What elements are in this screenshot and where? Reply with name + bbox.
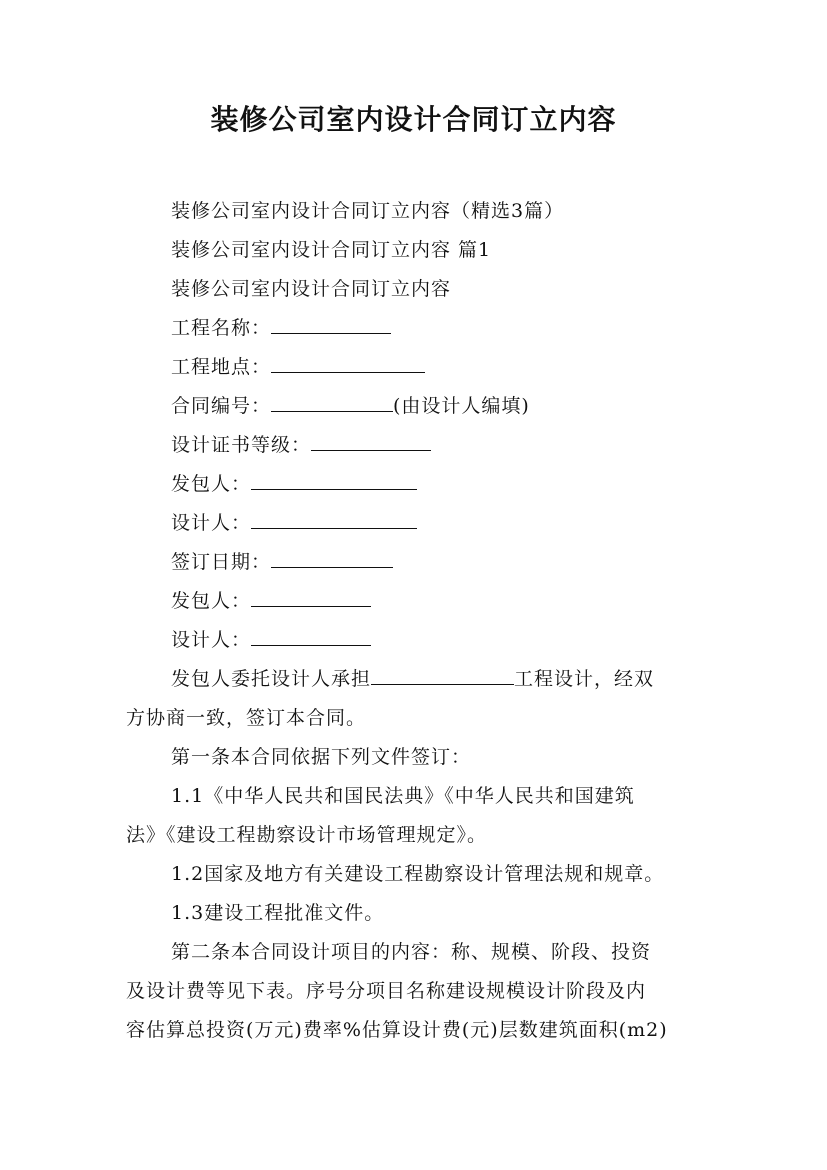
design-cert-level-label: 设计证书等级： — [171, 434, 312, 456]
contract-name: 装修公司室内设计合同订立内容 — [171, 278, 452, 300]
article-2-line-1: 第二条本合同设计项目的内容：称、规模、阶段、投资 — [171, 941, 652, 963]
client-label: 发包人： — [171, 473, 252, 495]
article-2-line-3: 容估算总投资(万元)费率%估算设计费(元)层数建筑面积(m2) — [126, 1019, 668, 1041]
client-sign-blank — [251, 588, 371, 607]
project-name-label: 工程名称： — [171, 317, 272, 339]
clause-1-2: 1.2国家及地方有关建设工程勘察设计管理法规和规章。 — [171, 863, 665, 885]
project-name-row — [171, 315, 731, 341]
project-location-row — [171, 354, 731, 380]
intro-line-1 — [171, 666, 731, 692]
contract-number-blank — [271, 393, 393, 412]
contract-number-label: 合同编号： — [171, 395, 272, 417]
document-title: 装修公司室内设计合同订立内容 — [210, 103, 617, 136]
client-sign-label: 发包人： — [171, 590, 252, 612]
client-sign-row — [171, 588, 731, 614]
client-row — [171, 471, 731, 497]
design-cert-row — [171, 432, 731, 458]
designer-sign-label: 设计人： — [171, 629, 252, 651]
client-blank — [251, 471, 417, 490]
intro-line-2: 方协商一致，签订本合同。 — [126, 707, 367, 729]
designer-blank — [251, 510, 417, 529]
clause-1-3: 1.3建设工程批准文件。 — [171, 902, 385, 924]
designer-sign-row — [171, 627, 731, 653]
signing-date-label: 签订日期： — [171, 551, 272, 573]
signing-date-blank — [271, 549, 393, 568]
article-1-heading: 第一条本合同依据下列文件签订： — [171, 746, 472, 768]
article-2-line-2: 及设计费等见下表。序号分项目名称建设规模设计阶段及内 — [126, 980, 647, 1002]
design-cert-level-blank — [311, 432, 431, 451]
project-name-blank — [271, 315, 391, 334]
clause-1-1-line-1: 1.1《中华人民共和国民法典》《中华人民共和国建筑 — [171, 785, 635, 807]
signing-date-row — [171, 549, 731, 575]
intro-project-blank — [371, 666, 514, 685]
project-location-blank — [271, 354, 425, 373]
designer-row — [171, 510, 731, 536]
intro-part-2: 工程设计，经双 — [514, 668, 655, 690]
contract-number-row — [171, 393, 731, 419]
designer-label: 设计人： — [171, 512, 252, 534]
document-subtitle: 装修公司室内设计合同订立内容（精选3篇） — [171, 200, 565, 222]
part-heading: 装修公司室内设计合同订立内容 篇1 — [171, 239, 492, 261]
intro-part-1: 发包人委托设计人承担 — [171, 668, 372, 690]
clause-1-1-line-2: 法》《建设工程勘察设计市场管理规定》。 — [126, 824, 488, 846]
contract-number-note: (由设计人编填) — [393, 395, 530, 417]
designer-sign-blank — [251, 627, 371, 646]
project-location-label: 工程地点： — [171, 356, 272, 378]
